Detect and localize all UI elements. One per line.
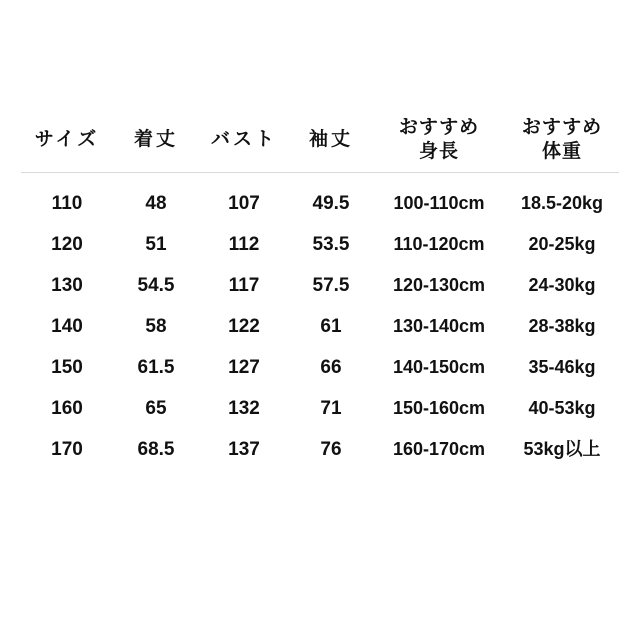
cell-length: 58	[145, 316, 167, 337]
cell-height: 120-130cm	[392, 275, 486, 295]
cell-sleeve: 61	[320, 316, 342, 337]
cell-bust: 127	[228, 357, 260, 378]
cell-sleeve: 66	[320, 357, 342, 378]
table-row	[21, 306, 619, 347]
cell-size: 150	[51, 357, 83, 378]
cell-size: 130	[51, 275, 83, 296]
cell-size: 170	[51, 439, 83, 460]
cell-bust: 132	[228, 398, 260, 419]
cell-sleeve: 57.5	[312, 275, 350, 296]
cell-size: 110	[51, 193, 83, 214]
cell-height: 160-170cm	[392, 439, 486, 459]
cell-weight: 35-46kg	[528, 357, 596, 377]
cell-weight: 20-25kg	[528, 234, 596, 254]
cell-sleeve: 53.5	[312, 234, 350, 255]
cell-weight: 24-30kg	[528, 275, 596, 295]
cell-sleeve: 49.5	[312, 193, 350, 214]
cell-bust: 137	[228, 439, 260, 460]
cell-bust: 112	[228, 234, 260, 255]
cell-size: 160	[51, 398, 83, 419]
header-recommended-height-line2: 身長	[418, 141, 459, 162]
cell-length: 68.5	[137, 439, 175, 460]
cell-length: 61.5	[137, 357, 175, 378]
header-recommended-height	[373, 108, 505, 173]
cell-weight: 18.5-20kg	[520, 193, 604, 213]
table-row	[21, 388, 619, 429]
cell-weight: 40-53kg	[528, 398, 596, 418]
header-size-line1: サイズ	[34, 128, 100, 150]
size-table-container	[0, 108, 640, 470]
table-row	[21, 347, 619, 388]
header-recommended-weight-line2: 体重	[541, 141, 582, 162]
cell-bust: 122	[228, 316, 260, 337]
cell-sleeve: 76	[320, 439, 342, 460]
cell-length: 48	[145, 193, 167, 214]
cell-bust: 117	[228, 275, 260, 296]
table-body	[21, 173, 619, 471]
table-row	[21, 429, 619, 470]
size-table	[21, 108, 619, 470]
table-header	[21, 108, 619, 173]
cell-bust: 107	[228, 193, 260, 214]
cell-weight: 53kg以上	[523, 439, 601, 459]
header-sleeve-line1: 袖丈	[308, 128, 353, 150]
cell-height: 130-140cm	[392, 316, 486, 336]
header-row	[21, 108, 619, 173]
header-bust-line1: バスト	[210, 128, 277, 150]
cell-height: 140-150cm	[392, 357, 486, 377]
cell-length: 51	[145, 234, 167, 255]
header-recommended-weight	[505, 108, 619, 173]
cell-weight: 28-38kg	[528, 316, 596, 336]
table-row	[21, 265, 619, 306]
header-sleeve	[289, 108, 373, 173]
cell-length: 54.5	[137, 275, 175, 296]
header-recommended-weight-line1: おすすめ	[521, 116, 603, 138]
header-length-line1: 着丈	[133, 128, 178, 150]
table-row	[21, 173, 619, 225]
cell-height: 110-120cm	[393, 234, 485, 254]
header-size	[21, 108, 113, 173]
header-recommended-height-line1: おすすめ	[398, 116, 480, 138]
cell-size: 120	[51, 234, 83, 255]
cell-sleeve: 71	[320, 398, 342, 419]
cell-size: 140	[51, 316, 83, 337]
cell-height: 100-110cm	[393, 193, 485, 213]
header-length	[113, 108, 199, 173]
table-row	[21, 224, 619, 265]
cell-height: 150-160cm	[392, 398, 486, 418]
cell-length: 65	[145, 398, 167, 419]
header-bust	[199, 108, 289, 173]
